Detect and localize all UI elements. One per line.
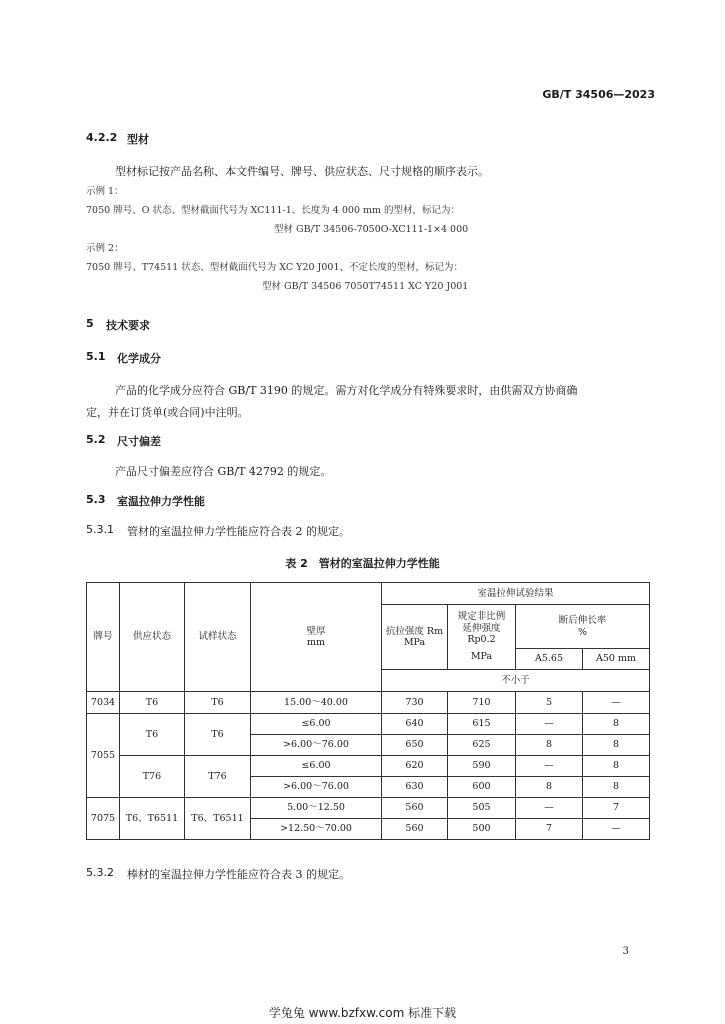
header-elongation-label: 断后伸长率: [558, 615, 607, 627]
cell-rp: 615: [448, 714, 516, 735]
cell-wall: ≤6.00: [251, 756, 382, 777]
cell-sample: T76: [185, 756, 251, 798]
section-5-number: 5: [86, 317, 94, 330]
cell-rm: 560: [382, 798, 448, 819]
example-1-mark: 型材 GB/T 34506-7050O-XC111-1×4 000: [274, 224, 469, 235]
section-5-1-title: 化学成分: [117, 352, 161, 365]
cell-rm: 620: [382, 756, 448, 777]
cell-rm: 630: [382, 777, 448, 798]
cell-rm: 640: [382, 714, 448, 735]
cell-grade: 7055: [87, 714, 120, 798]
cell-sample: T6: [185, 692, 251, 714]
example-2-mark: 型材 GB/T 34506 7050T74511 XC Y20 J001: [262, 281, 469, 292]
section-5-2-title: 尺寸偏差: [117, 435, 161, 448]
section-5-3-2-number: 5.3.2: [86, 866, 114, 879]
header-sample: 试样状态: [185, 583, 251, 692]
table-row: [87, 798, 650, 819]
header-elongation-unit: %: [577, 626, 588, 638]
section-5-1-line2: 定，并在订货单(或合同)中注明。: [86, 406, 249, 419]
section-5-3-1-text: 管材的室温拉伸力学性能应符合表 2 的规定。: [127, 525, 350, 538]
header-rm-unit: MPa: [403, 637, 426, 648]
header-elongation: [516, 605, 650, 649]
table-2: [86, 582, 650, 840]
header-rp-unit: MPa: [470, 651, 493, 663]
cell-rp: 505: [448, 798, 516, 819]
cell-a1: 8: [516, 735, 583, 756]
cell-wall: ≤6.00: [251, 714, 382, 735]
table-row: [87, 756, 650, 777]
cell-sample: T6、T6511: [185, 798, 251, 840]
header-a50: A50 mm: [583, 649, 650, 670]
cell-supply: T6: [120, 714, 185, 756]
cell-grade: 7075: [87, 798, 120, 840]
cell-a1: —: [516, 798, 583, 819]
cell-supply: T76: [120, 756, 185, 798]
header-rm: [382, 605, 448, 670]
cell-rp: 500: [448, 819, 516, 840]
header-grade: 牌号: [87, 583, 120, 692]
section-5-3-title: 室温拉伸力学性能: [117, 495, 205, 508]
cell-a1: 7: [516, 819, 583, 840]
cell-a2: 8: [583, 735, 650, 756]
header-rp-label2: 延伸强度 Rp0.2: [462, 622, 501, 645]
section-5-2-text: 产品尺寸偏差应符合 GB/T 42792 的规定。: [115, 465, 332, 478]
cell-wall: >6.00～76.00: [251, 777, 382, 798]
cell-wall: >12.50～70.00: [251, 819, 382, 840]
example-1-text: 7050 牌号、O 状态、型材截面代号为 XC111-1、长度为 4 000 mm 的型材，标记为：: [86, 205, 461, 216]
header-rm-label: 抗拉强度 Rm: [385, 625, 444, 637]
cell-sample: T6: [185, 714, 251, 756]
cell-rp: 625: [448, 735, 516, 756]
cell-wall: >6.00～76.00: [251, 735, 382, 756]
footer-watermark[interactable]: 学兔兔 www.bzfxw.com 标准下载: [268, 1006, 457, 1020]
cell-rm: 650: [382, 735, 448, 756]
header-wall-unit: mm: [306, 637, 326, 648]
cell-a1: —: [516, 714, 583, 735]
section-5-1-number: 5.1: [86, 350, 106, 363]
header-wall-label: 壁厚: [306, 625, 326, 637]
section-5-1-line1: 产品的化学成分应符合 GB/T 3190 的规定。需方对化学成分有特殊要求时，由供需双方协商确: [115, 384, 578, 397]
page-number: 3: [622, 946, 629, 957]
cell-a2: 8: [583, 714, 650, 735]
cell-a2: 7: [583, 798, 650, 819]
cell-rm: 730: [382, 692, 448, 714]
cell-a2: 8: [583, 756, 650, 777]
header-results: 室温拉伸试验结果: [382, 583, 650, 605]
cell-a2: —: [583, 819, 650, 840]
header-wall: [251, 583, 382, 692]
example-2-text: 7050 牌号、T74511 状态、型材截面代号为 XC Y20 J001、不定长度的型材，标记为：: [86, 262, 463, 273]
section-4-2-2-title: 型材: [127, 133, 149, 146]
cell-grade: 7034: [87, 692, 120, 714]
table-row: [87, 692, 650, 714]
cell-rp: 710: [448, 692, 516, 714]
cell-a1: 8: [516, 777, 583, 798]
section-4-2-2-number: 4.2.2: [86, 131, 118, 144]
cell-wall: 15.00～40.00: [251, 692, 382, 714]
cell-supply: T6: [120, 692, 185, 714]
cell-rp: 590: [448, 756, 516, 777]
example-2-label: 示例 2：: [86, 243, 124, 254]
section-5-3-1-number: 5.3.1: [86, 523, 114, 536]
section-5-2-number: 5.2: [86, 433, 106, 446]
example-1-label: 示例 1：: [86, 186, 124, 197]
standard-number: GB/T 34506—2023: [542, 88, 655, 101]
cell-a2: 8: [583, 777, 650, 798]
table-2-caption: 表 2 管材的室温拉伸力学性能: [285, 557, 440, 570]
header-rp-label1: 规定非比例: [457, 611, 506, 623]
section-5-3-2-text: 棒材的室温拉伸力学性能应符合表 3 的规定。: [127, 868, 350, 881]
cell-a1: 5: [516, 692, 583, 714]
cell-a1: —: [516, 756, 583, 777]
cell-rp: 600: [448, 777, 516, 798]
section-5-title: 技术要求: [106, 319, 150, 332]
header-a565: A5.65: [516, 649, 583, 670]
section-4-2-2-intro: 型材标记按产品名称、本文件编号、牌号、供应状态、尺寸规格的顺序表示。: [115, 165, 489, 178]
header-rp: [448, 605, 516, 670]
table-row: [87, 714, 650, 735]
header-min: 不小于: [382, 670, 650, 692]
cell-wall: 5.00～12.50: [251, 798, 382, 819]
cell-supply: T6、T6511: [120, 798, 185, 840]
section-5-3-number: 5.3: [86, 493, 106, 506]
header-supply: 供应状态: [120, 583, 185, 692]
cell-a2: —: [583, 692, 650, 714]
cell-rm: 560: [382, 819, 448, 840]
